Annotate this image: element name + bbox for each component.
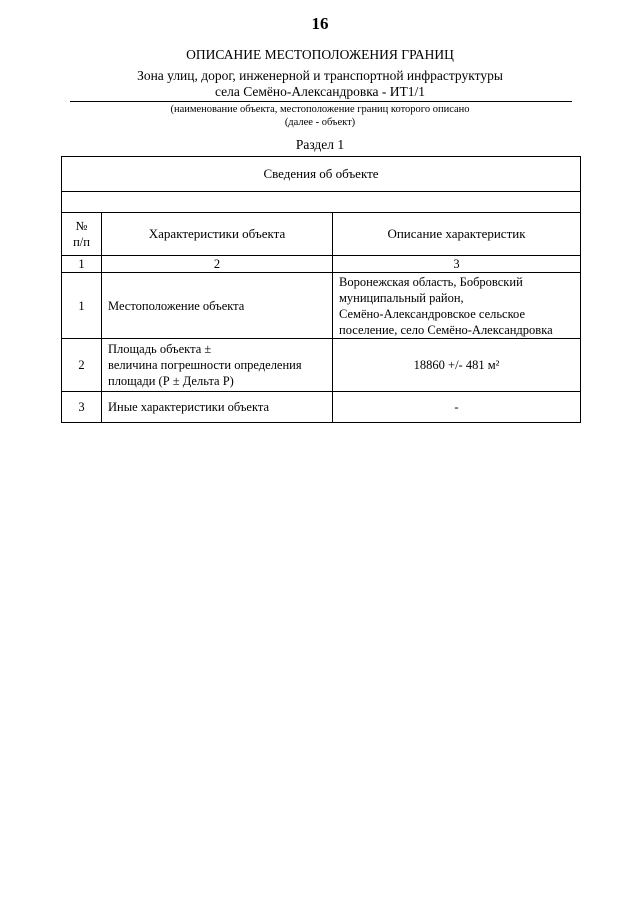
note-line: (далее - объект)	[284, 117, 356, 128]
table-row	[62, 273, 581, 339]
header-num-line: №	[75, 219, 88, 233]
text-line: Воронежская область, Бобровский	[339, 274, 523, 289]
table-row	[62, 392, 581, 423]
header-description: Описание характеристик	[333, 213, 581, 256]
column-index-row	[62, 256, 581, 273]
table-header-row	[62, 213, 581, 256]
row-description	[333, 392, 581, 423]
header-characteristics: Характеристики объекта	[102, 213, 333, 256]
text-line: поселение, село Семёно-Александровка	[339, 322, 553, 337]
text-line: величина погрешности определения	[108, 358, 302, 372]
table-row	[62, 339, 581, 392]
text-line: площади (Р ± Дельта Р)	[108, 374, 234, 388]
object-info-table	[61, 156, 581, 423]
table-caption: Сведения об объекте	[62, 157, 581, 192]
column-index: 2	[102, 256, 333, 273]
text-line: Местоположение объекта	[108, 298, 245, 313]
page-number: 16	[311, 14, 329, 33]
table-caption-row	[62, 157, 581, 192]
text-line: Семёно-Александровское сельское	[339, 306, 525, 321]
header-num	[62, 213, 102, 256]
text-line: -	[454, 400, 459, 414]
row-num: 3	[62, 392, 102, 423]
object-name-line: Зона улиц, дорог, инженерной и транспортной инфраструктуры	[137, 68, 503, 83]
row-description	[333, 273, 581, 339]
underline-rule	[70, 101, 572, 102]
text-line: муниципальный район,	[339, 290, 464, 305]
empty-cell	[62, 192, 581, 213]
object-name	[70, 68, 570, 100]
row-description	[333, 339, 581, 392]
row-characteristic	[102, 392, 333, 423]
document-title: ОПИСАНИЕ МЕСТОПОЛОЖЕНИЯ ГРАНИЦ	[186, 47, 454, 62]
row-num: 2	[62, 339, 102, 392]
row-num: 1	[62, 273, 102, 339]
column-index: 1	[62, 256, 102, 273]
object-name-line: села Семёно-Александровка - ИТ1/1	[214, 84, 426, 99]
note-line: (наименование объекта, местоположение границ которого описано	[170, 104, 470, 115]
section-label: Раздел 1	[295, 137, 345, 152]
object-name-note	[70, 103, 570, 129]
text-line: Иные характеристики объекта	[108, 400, 270, 414]
header-num-line: п/п	[73, 235, 90, 249]
text-line: 18860 +/- 481 м²	[413, 358, 500, 372]
text-line: Площадь объекта ±	[108, 342, 212, 356]
column-index: 3	[333, 256, 581, 273]
row-characteristic	[102, 273, 333, 339]
table-spacer-row	[62, 192, 581, 213]
row-characteristic	[102, 339, 333, 392]
